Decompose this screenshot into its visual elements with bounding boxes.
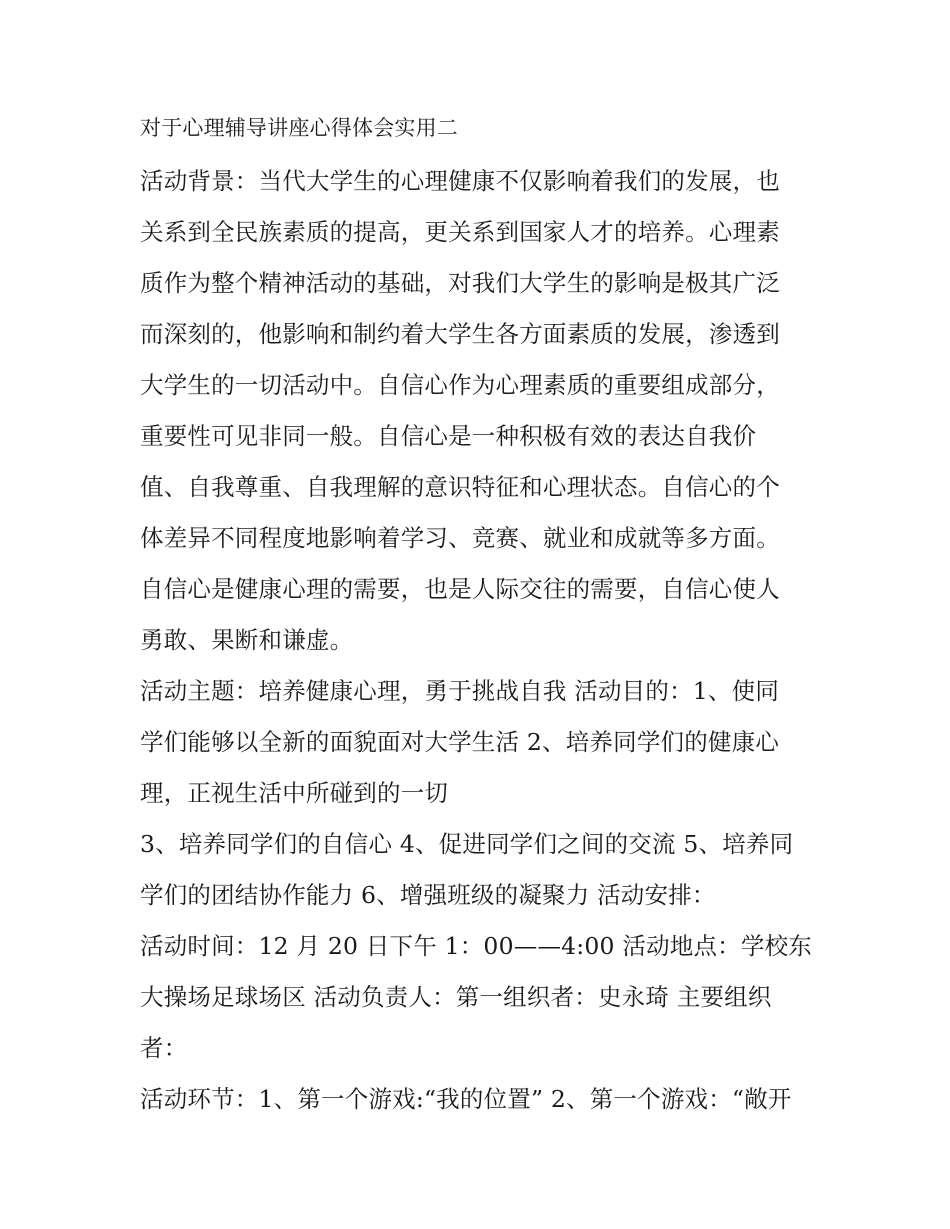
text-line: 学们的团结协作能力 6、增强班级的凝聚力 活动安排： — [140, 881, 716, 909]
text-line: 3、培养同学们的自信心 4、促进同学们之间的交流 5、培养同 — [140, 830, 794, 858]
text-line: 大操场足球场区 活动负责人：第一组织者：史永琦 主要组织 — [140, 983, 772, 1011]
text-line: 活动主题：培养健康心理，勇于挑战自我 活动目的：1、使同 — [140, 677, 780, 705]
text-line: 关系到全民族素质的提高，更关系到国家人才的培养。心理素 — [140, 218, 780, 246]
text-line: 值、自我尊重、自我理解的意识特征和心理状态。自信心的个 — [140, 473, 780, 501]
text-line: 勇敢、果断和谦虚。 — [140, 626, 354, 654]
text-line: 质作为整个精神活动的基础，对我们大学生的影响是极其广泛 — [140, 269, 780, 297]
text-line: 者： — [140, 1034, 188, 1062]
text-line: 活动时间：12 月 20 日下午 1：00——4:00 活动地点：学校东 — [140, 932, 812, 960]
text-line: 活动环节：1、第一个游戏:“我的位置” 2、第一个游戏：“敞开 — [140, 1085, 792, 1113]
text-line: 而深刻的，他影响和制约着大学生各方面素质的发展，渗透到 — [140, 320, 780, 348]
text-line: 活动背景：当代大学生的心理健康不仅影响着我们的发展，也 — [140, 167, 780, 195]
text-line: 自信心是健康心理的需要，也是人际交往的需要，自信心使人 — [140, 575, 780, 603]
text-line: 重要性可见非同一般。自信心是一种积极有效的表达自我价 — [140, 422, 757, 450]
text-line: 大学生的一切活动中。自信心作为心理素质的重要组成部分， — [140, 371, 780, 399]
text-line: 体差异不同程度地影响着学习、竞赛、就业和成就等多方面。 — [140, 524, 780, 552]
text-line: 理，正视生活中所碰到的一切 — [140, 779, 449, 807]
document-title: 对于心理辅导讲座心得体会实用二 — [140, 116, 458, 140]
text-line: 学们能够以全新的面貌面对大学生活 2、培养同学们的健康心 — [140, 728, 780, 756]
